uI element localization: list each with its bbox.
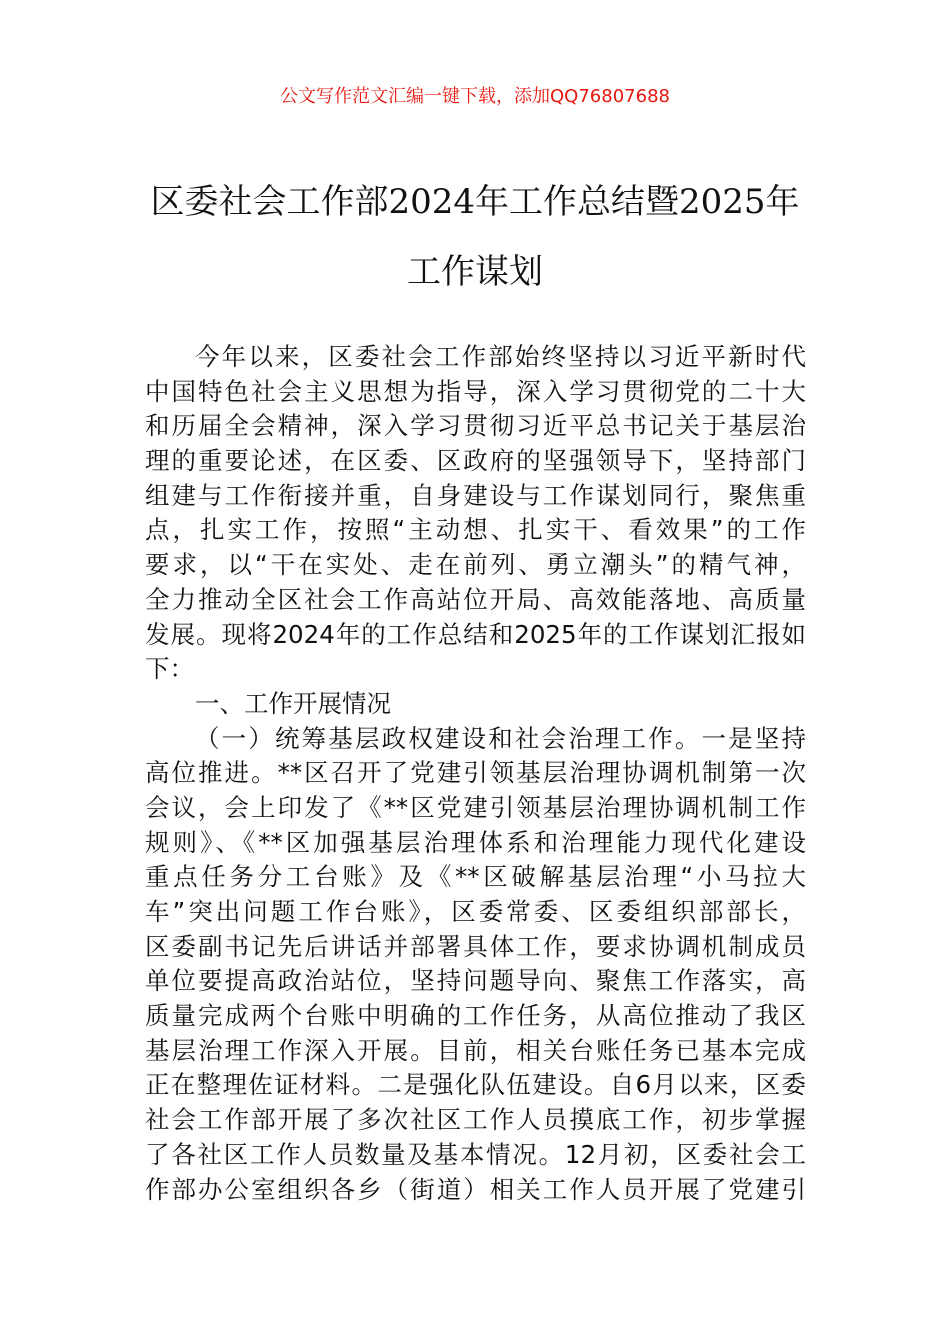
paragraph-line: 点，扎实工作，按照“主动想、扎实干、看效果”的工作	[145, 515, 806, 545]
paragraph-line: 组建与工作衔接并重，自身建设与工作谋划同行，聚焦重	[145, 480, 806, 510]
document-title-line-1: 区委社会工作部2024年工作总结暨2025年	[150, 182, 800, 222]
paragraph-line: 规则》、《**区加强基层治理体系和治理能力现代化建设	[145, 827, 806, 857]
paragraph-line: 正在整理佐证材料。二是强化队伍建设。自6月以来，区委	[145, 1070, 806, 1100]
paragraph-line: 和历届全会精神，深入学习贯彻习近平总书记关于基层治	[145, 411, 806, 441]
paragraph-line: 中国特色社会主义思想为指导，深入学习贯彻党的二十大	[145, 376, 806, 406]
paragraph-line: 作部办公室组织各乡（街道）相关工作人员开展了党建引	[145, 1174, 806, 1204]
download-banner: 公文写作范文汇编一键下载，添加QQ76807688	[280, 86, 670, 107]
paragraph-line: 基层治理工作深入开展。目前，相关台账任务已基本完成	[145, 1035, 806, 1065]
document-body	[145, 340, 806, 1207]
paragraph-line: 理的重要论述，在区委、区政府的坚强领导下，坚持部门	[145, 446, 806, 476]
paragraph-line: 发展。现将2024年的工作总结和2025年的工作谋划汇报如	[145, 619, 806, 649]
paragraph-line: 车”突出问题工作台账》，区委常委、区委组织部部长，	[145, 897, 806, 926]
paragraph-line: （一）统筹基层政权建设和社会治理工作。一是坚持	[195, 723, 806, 753]
paragraph-line: 要求，以“干在实处、走在前列、勇立潮头”的精气神，	[145, 550, 806, 580]
paragraph-line: 质量完成两个台账中明确的工作任务，从高位推动了我区	[145, 1001, 806, 1031]
paragraph-line: 全力推动全区社会工作高站位开局、高效能落地、高质量	[145, 584, 806, 614]
paragraph-line: 高位推进。**区召开了党建引领基层治理协调机制第一次	[145, 758, 806, 788]
paragraph-line: 会议，会上印发了《**区党建引领基层治理协调机制工作	[145, 792, 806, 822]
paragraph-line: 今年以来，区委社会工作部始终坚持以习近平新时代	[195, 342, 806, 371]
paragraph-line: 单位要提高政治站位，坚持问题导向、聚焦工作落实，高	[145, 966, 806, 996]
document-title-line-2: 工作谋划	[407, 252, 543, 292]
paragraph-line: 社会工作部开展了多次社区工作人员摸底工作，初步掌握	[145, 1105, 806, 1135]
paragraph-line: 区委副书记先后讲话并部署具体工作，要求协调机制成员	[145, 931, 806, 961]
section-heading: 一、工作开展情况	[195, 688, 391, 718]
paragraph-line: 重点任务分工台账》及《**区破解基层治理“小马拉大	[145, 862, 806, 892]
paragraph-line: 下：	[145, 654, 194, 684]
paragraph-line: 了各社区工作人员数量及基本情况。12月初，区委社会工	[145, 1139, 806, 1169]
